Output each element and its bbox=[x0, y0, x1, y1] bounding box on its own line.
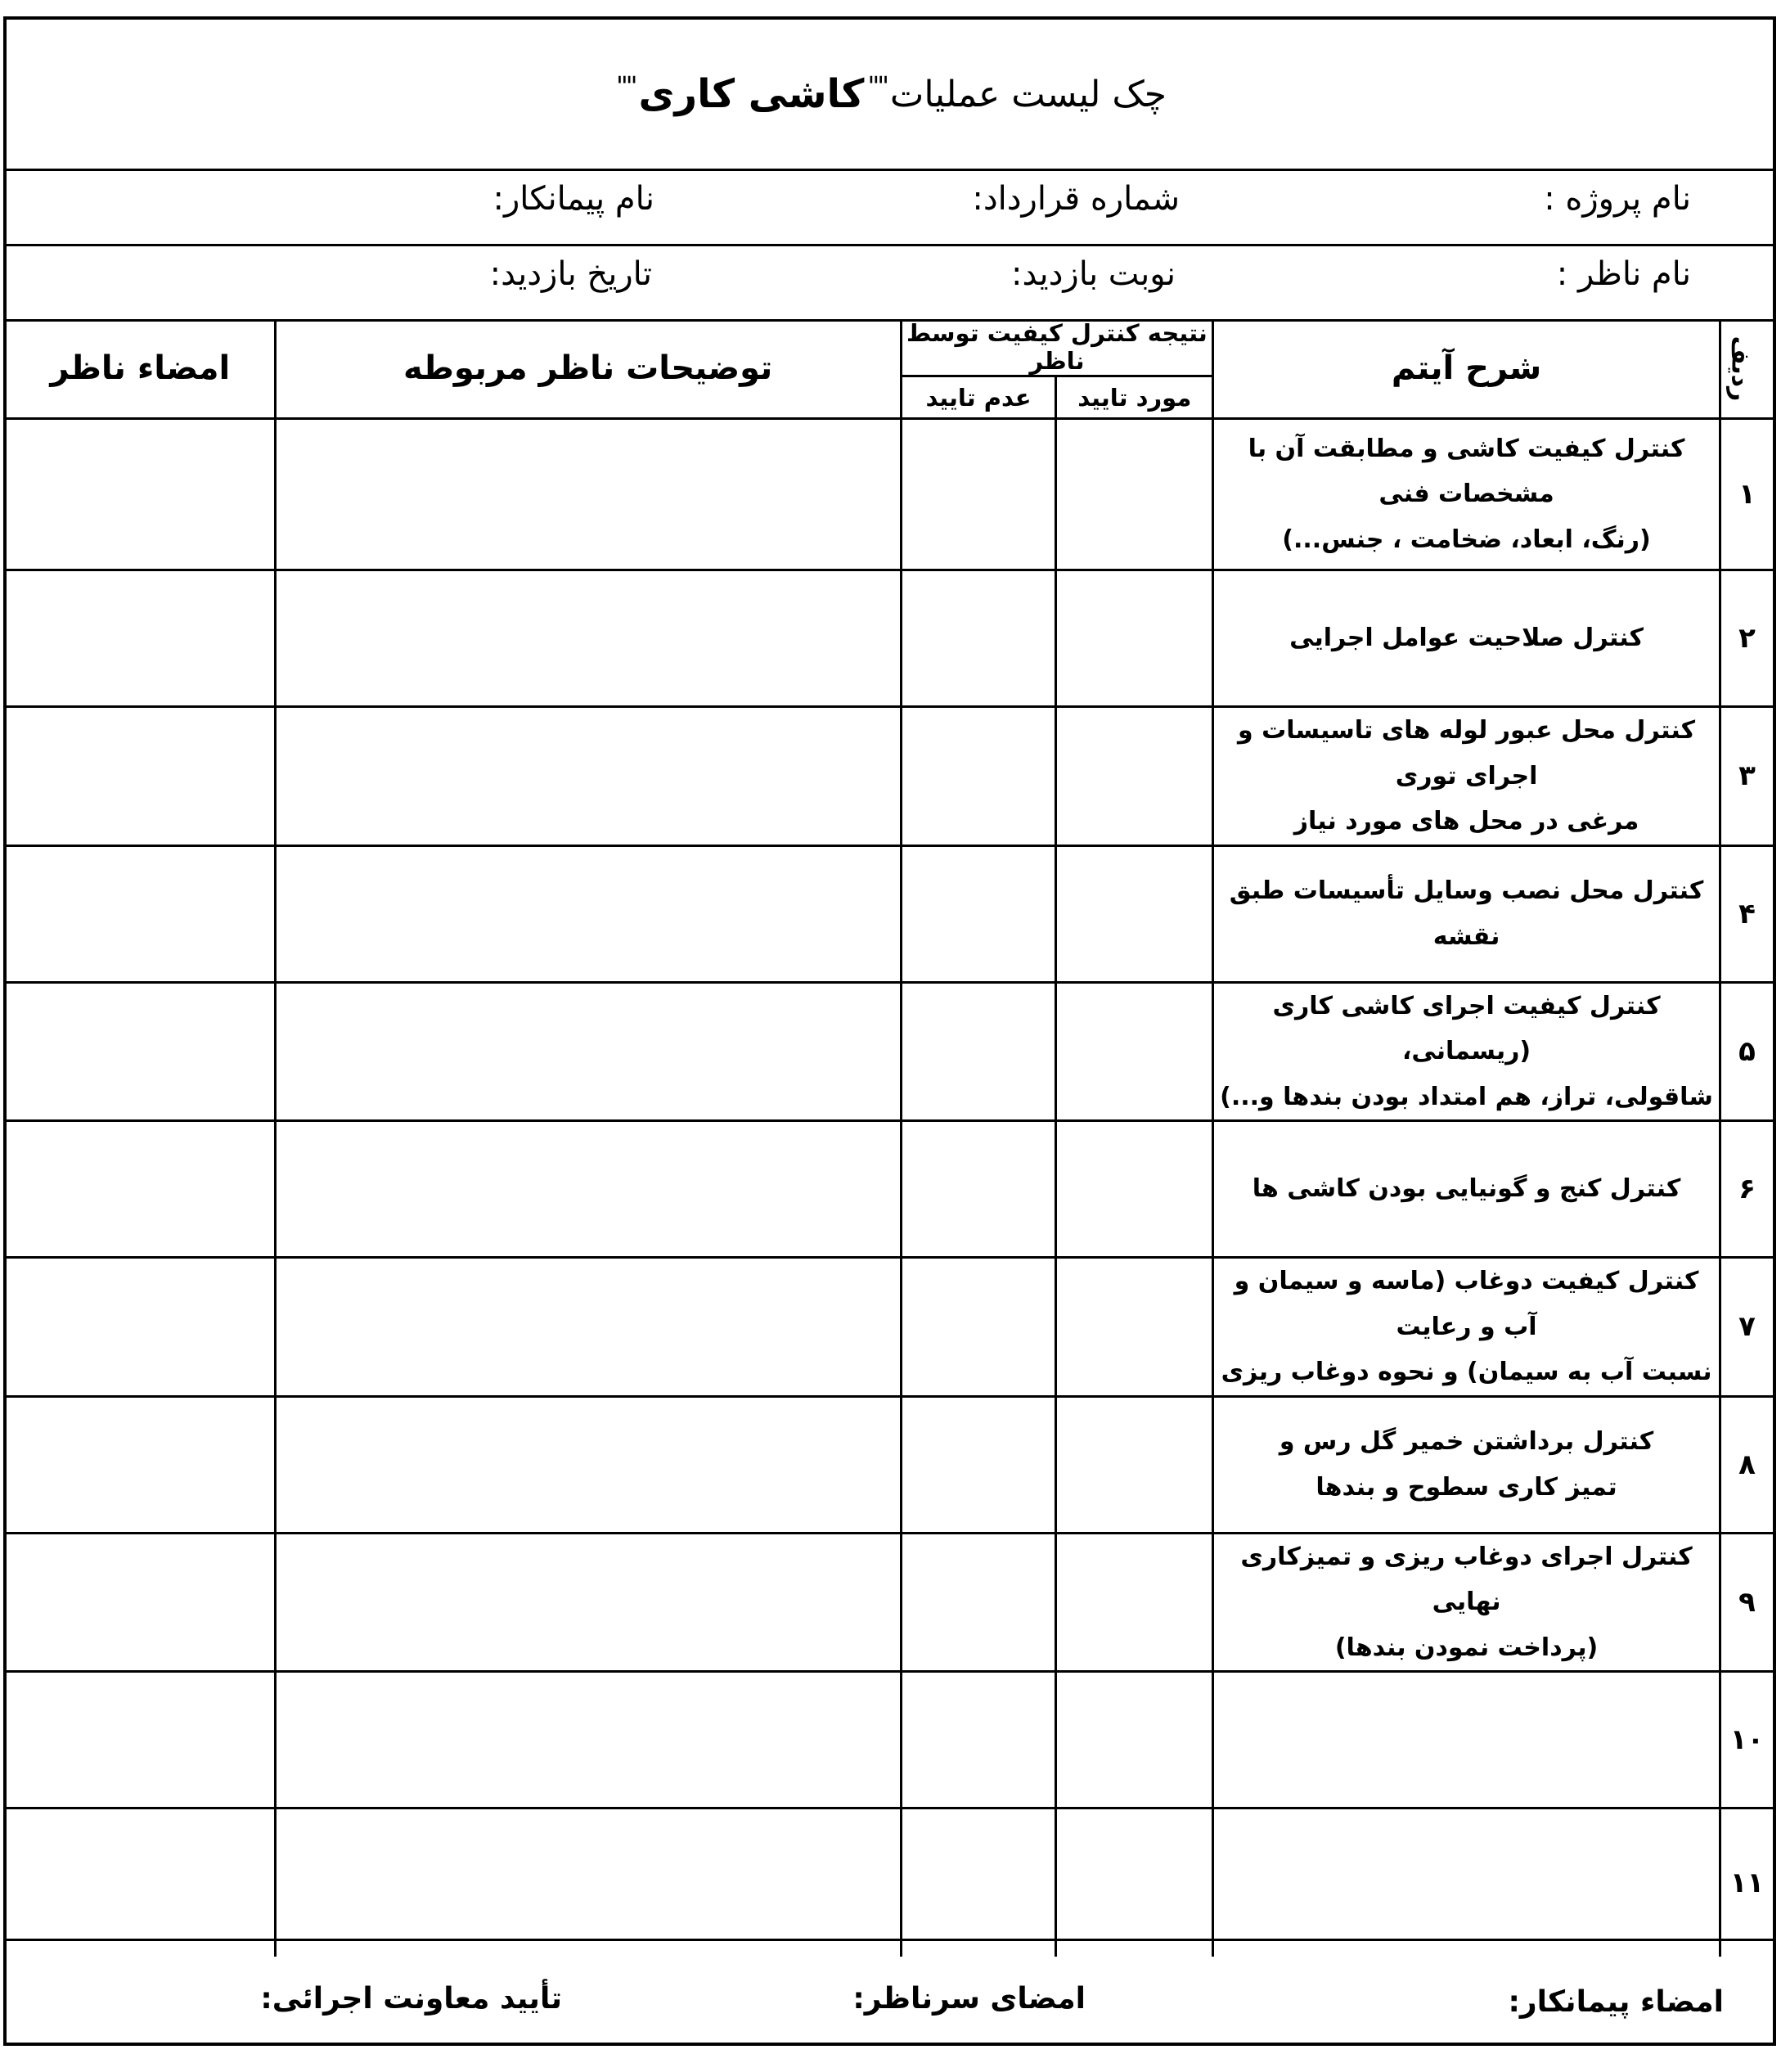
item-line: کنترل کنج و گونیایی بودن کاشی ها bbox=[1252, 1174, 1681, 1204]
table-row bbox=[7, 707, 1773, 846]
row-number: ۴ bbox=[1720, 845, 1773, 982]
notes-cell[interactable] bbox=[275, 982, 901, 1121]
not-approved-cell[interactable] bbox=[901, 419, 1056, 570]
not-approved-cell[interactable] bbox=[901, 1808, 1056, 1957]
table-row bbox=[7, 1121, 1773, 1258]
header-qc-result: نتیجه کنترل کیفیت توسط ناظر bbox=[901, 319, 1213, 376]
notes-cell[interactable] bbox=[275, 419, 901, 570]
notes-cell[interactable] bbox=[275, 1396, 901, 1533]
item-description bbox=[1213, 982, 1720, 1121]
title-open-quote: "" bbox=[867, 70, 887, 101]
notes-cell[interactable] bbox=[275, 570, 901, 707]
header-supervisor-signature: امضاء ناظر bbox=[7, 319, 275, 419]
title-close-quote: "" bbox=[616, 70, 636, 101]
supervisor-name-label: نام ناظر : bbox=[1556, 255, 1691, 293]
approved-cell[interactable] bbox=[1056, 1258, 1213, 1397]
header-approved: مورد تایید bbox=[1056, 376, 1213, 419]
title-subject: کاشی کاری bbox=[638, 71, 865, 117]
divider bbox=[7, 1939, 1773, 1941]
table-row bbox=[7, 570, 1773, 707]
item-description bbox=[1213, 1672, 1720, 1808]
approved-cell[interactable] bbox=[1056, 1808, 1213, 1957]
project-name-label: نام پروژه : bbox=[1544, 180, 1691, 218]
item-description bbox=[1213, 570, 1720, 707]
signature-cell[interactable] bbox=[7, 570, 275, 707]
not-approved-cell[interactable] bbox=[901, 570, 1056, 707]
table-row bbox=[7, 982, 1773, 1121]
item-description bbox=[1213, 707, 1720, 846]
approved-cell[interactable] bbox=[1056, 1533, 1213, 1672]
not-approved-cell[interactable] bbox=[901, 845, 1056, 982]
item-line: کنترل کیفیت کاشی و مطابقت آن با مشخصات فنی bbox=[1248, 434, 1685, 509]
approved-cell[interactable] bbox=[1056, 707, 1213, 846]
item-line: کنترل اجرای دوغاب ریزی و تمیزکاری نهایی bbox=[1240, 1542, 1693, 1616]
row-number: ۱۱ bbox=[1720, 1808, 1773, 1957]
header-not-approved: عدم تایید bbox=[901, 376, 1056, 419]
item-line: کنترل کیفیت دوغاب (ماسه و سیمان و آب و رعایت bbox=[1234, 1267, 1699, 1341]
approved-cell[interactable] bbox=[1056, 845, 1213, 982]
notes-cell[interactable] bbox=[275, 1672, 901, 1808]
table-row bbox=[7, 1808, 1773, 1957]
approved-cell[interactable] bbox=[1056, 419, 1213, 570]
not-approved-cell[interactable] bbox=[901, 1258, 1056, 1397]
row-number: ۲ bbox=[1720, 570, 1773, 707]
item-line: نسبت آب به سیمان) و نحوه دوغاب ریزی bbox=[1221, 1358, 1712, 1386]
row-number: ۹ bbox=[1720, 1533, 1773, 1672]
signature-cell[interactable] bbox=[7, 982, 275, 1121]
row-number: ۳ bbox=[1720, 707, 1773, 846]
item-line: (رنگ، ابعاد، ضخامت ، جنس...) bbox=[1282, 525, 1651, 554]
contractor-signature-label: امضاء پیمانکار: bbox=[1508, 1985, 1724, 2019]
signature-cell[interactable] bbox=[7, 1396, 275, 1533]
item-line: مرغی در محل های مورد نیاز bbox=[1293, 807, 1639, 836]
contract-number-label: شماره قرارداد: bbox=[972, 180, 1180, 218]
item-line: شاقولی، تراز، هم امتداد بودن بندها و...) bbox=[1220, 1082, 1713, 1111]
not-approved-cell[interactable] bbox=[901, 982, 1056, 1121]
notes-cell[interactable] bbox=[275, 1121, 901, 1258]
item-line: کنترل محل عبور لوله های تاسیسات و اجرای توری bbox=[1238, 716, 1696, 791]
table-row bbox=[7, 419, 1773, 570]
signature-cell[interactable] bbox=[7, 419, 275, 570]
checklist-table bbox=[7, 319, 1773, 1957]
chief-supervisor-signature-label: امضای سرناظر: bbox=[852, 1982, 1086, 2016]
table-row bbox=[7, 1533, 1773, 1672]
signature-cell[interactable] bbox=[7, 845, 275, 982]
item-line: کنترل کیفیت اجرای کاشی کاری (ریسمانی، bbox=[1272, 991, 1661, 1065]
visit-round-label: نوبت بازدید: bbox=[1011, 255, 1176, 293]
item-line: تمیز کاری سطوح و بندها bbox=[1316, 1472, 1617, 1502]
table-row bbox=[7, 1396, 1773, 1533]
approved-cell[interactable] bbox=[1056, 1396, 1213, 1533]
notes-cell[interactable] bbox=[275, 1533, 901, 1672]
item-description bbox=[1213, 1533, 1720, 1672]
row-number: ۱۰ bbox=[1720, 1672, 1773, 1808]
notes-cell[interactable] bbox=[275, 1258, 901, 1397]
item-line: (پرداخت نمودن بندها) bbox=[1334, 1633, 1599, 1662]
row-number: ۶ bbox=[1720, 1121, 1773, 1258]
title-prefix: چک لیست عملیات bbox=[889, 73, 1167, 115]
row-number: ۸ bbox=[1720, 1396, 1773, 1533]
item-description bbox=[1213, 1396, 1720, 1533]
item-description bbox=[1213, 419, 1720, 570]
table-row bbox=[7, 845, 1773, 982]
notes-cell[interactable] bbox=[275, 845, 901, 982]
header-item-description: شرح آیتم bbox=[1213, 319, 1720, 419]
contractor-name-label: نام پیمانکار: bbox=[492, 180, 654, 218]
not-approved-cell[interactable] bbox=[901, 1396, 1056, 1533]
divider bbox=[7, 169, 1773, 171]
form-title bbox=[7, 20, 1773, 169]
signature-cell[interactable] bbox=[7, 1121, 275, 1258]
notes-cell[interactable] bbox=[275, 707, 901, 846]
approved-cell[interactable] bbox=[1056, 1672, 1213, 1808]
approved-cell[interactable] bbox=[1056, 982, 1213, 1121]
approved-cell[interactable] bbox=[1056, 570, 1213, 707]
not-approved-cell[interactable] bbox=[901, 707, 1056, 846]
row-number: ۱ bbox=[1720, 419, 1773, 570]
header-supervisor-notes: توضیحات ناظر مربوطه bbox=[275, 319, 901, 419]
item-description bbox=[1213, 1121, 1720, 1258]
item-line: کنترل محل نصب وسایل تأسیسات طبق نقشه bbox=[1229, 876, 1704, 951]
not-approved-cell[interactable] bbox=[901, 1121, 1056, 1258]
item-line: کنترل برداشتن خمیر گل رس و bbox=[1279, 1427, 1654, 1456]
signature-cell[interactable] bbox=[7, 1533, 275, 1672]
signature-cell[interactable] bbox=[7, 1672, 275, 1808]
header-row-number: ردیف bbox=[1720, 319, 1773, 419]
row-number: ۵ bbox=[1720, 982, 1773, 1121]
row-number: ۷ bbox=[1720, 1258, 1773, 1397]
approved-cell[interactable] bbox=[1056, 1121, 1213, 1258]
signature-cell[interactable] bbox=[7, 1258, 275, 1397]
notes-cell[interactable] bbox=[275, 1808, 901, 1957]
item-description bbox=[1213, 1808, 1720, 1957]
not-approved-cell[interactable] bbox=[901, 1672, 1056, 1808]
table-header-row bbox=[7, 319, 1773, 376]
checklist-form bbox=[3, 16, 1776, 2046]
not-approved-cell[interactable] bbox=[901, 1533, 1056, 1672]
executive-deputy-approval-label: تأیید معاونت اجرائی: bbox=[260, 1982, 562, 2016]
item-line: کنترل صلاحیت عوامل اجرایی bbox=[1289, 624, 1644, 653]
divider bbox=[7, 244, 1773, 246]
table-row bbox=[7, 1672, 1773, 1808]
table-row bbox=[7, 1258, 1773, 1397]
item-description bbox=[1213, 1258, 1720, 1397]
signature-cell[interactable] bbox=[7, 707, 275, 846]
signature-cell[interactable] bbox=[7, 1808, 275, 1957]
item-description bbox=[1213, 845, 1720, 982]
visit-date-label: تاریخ بازدید: bbox=[489, 255, 652, 293]
